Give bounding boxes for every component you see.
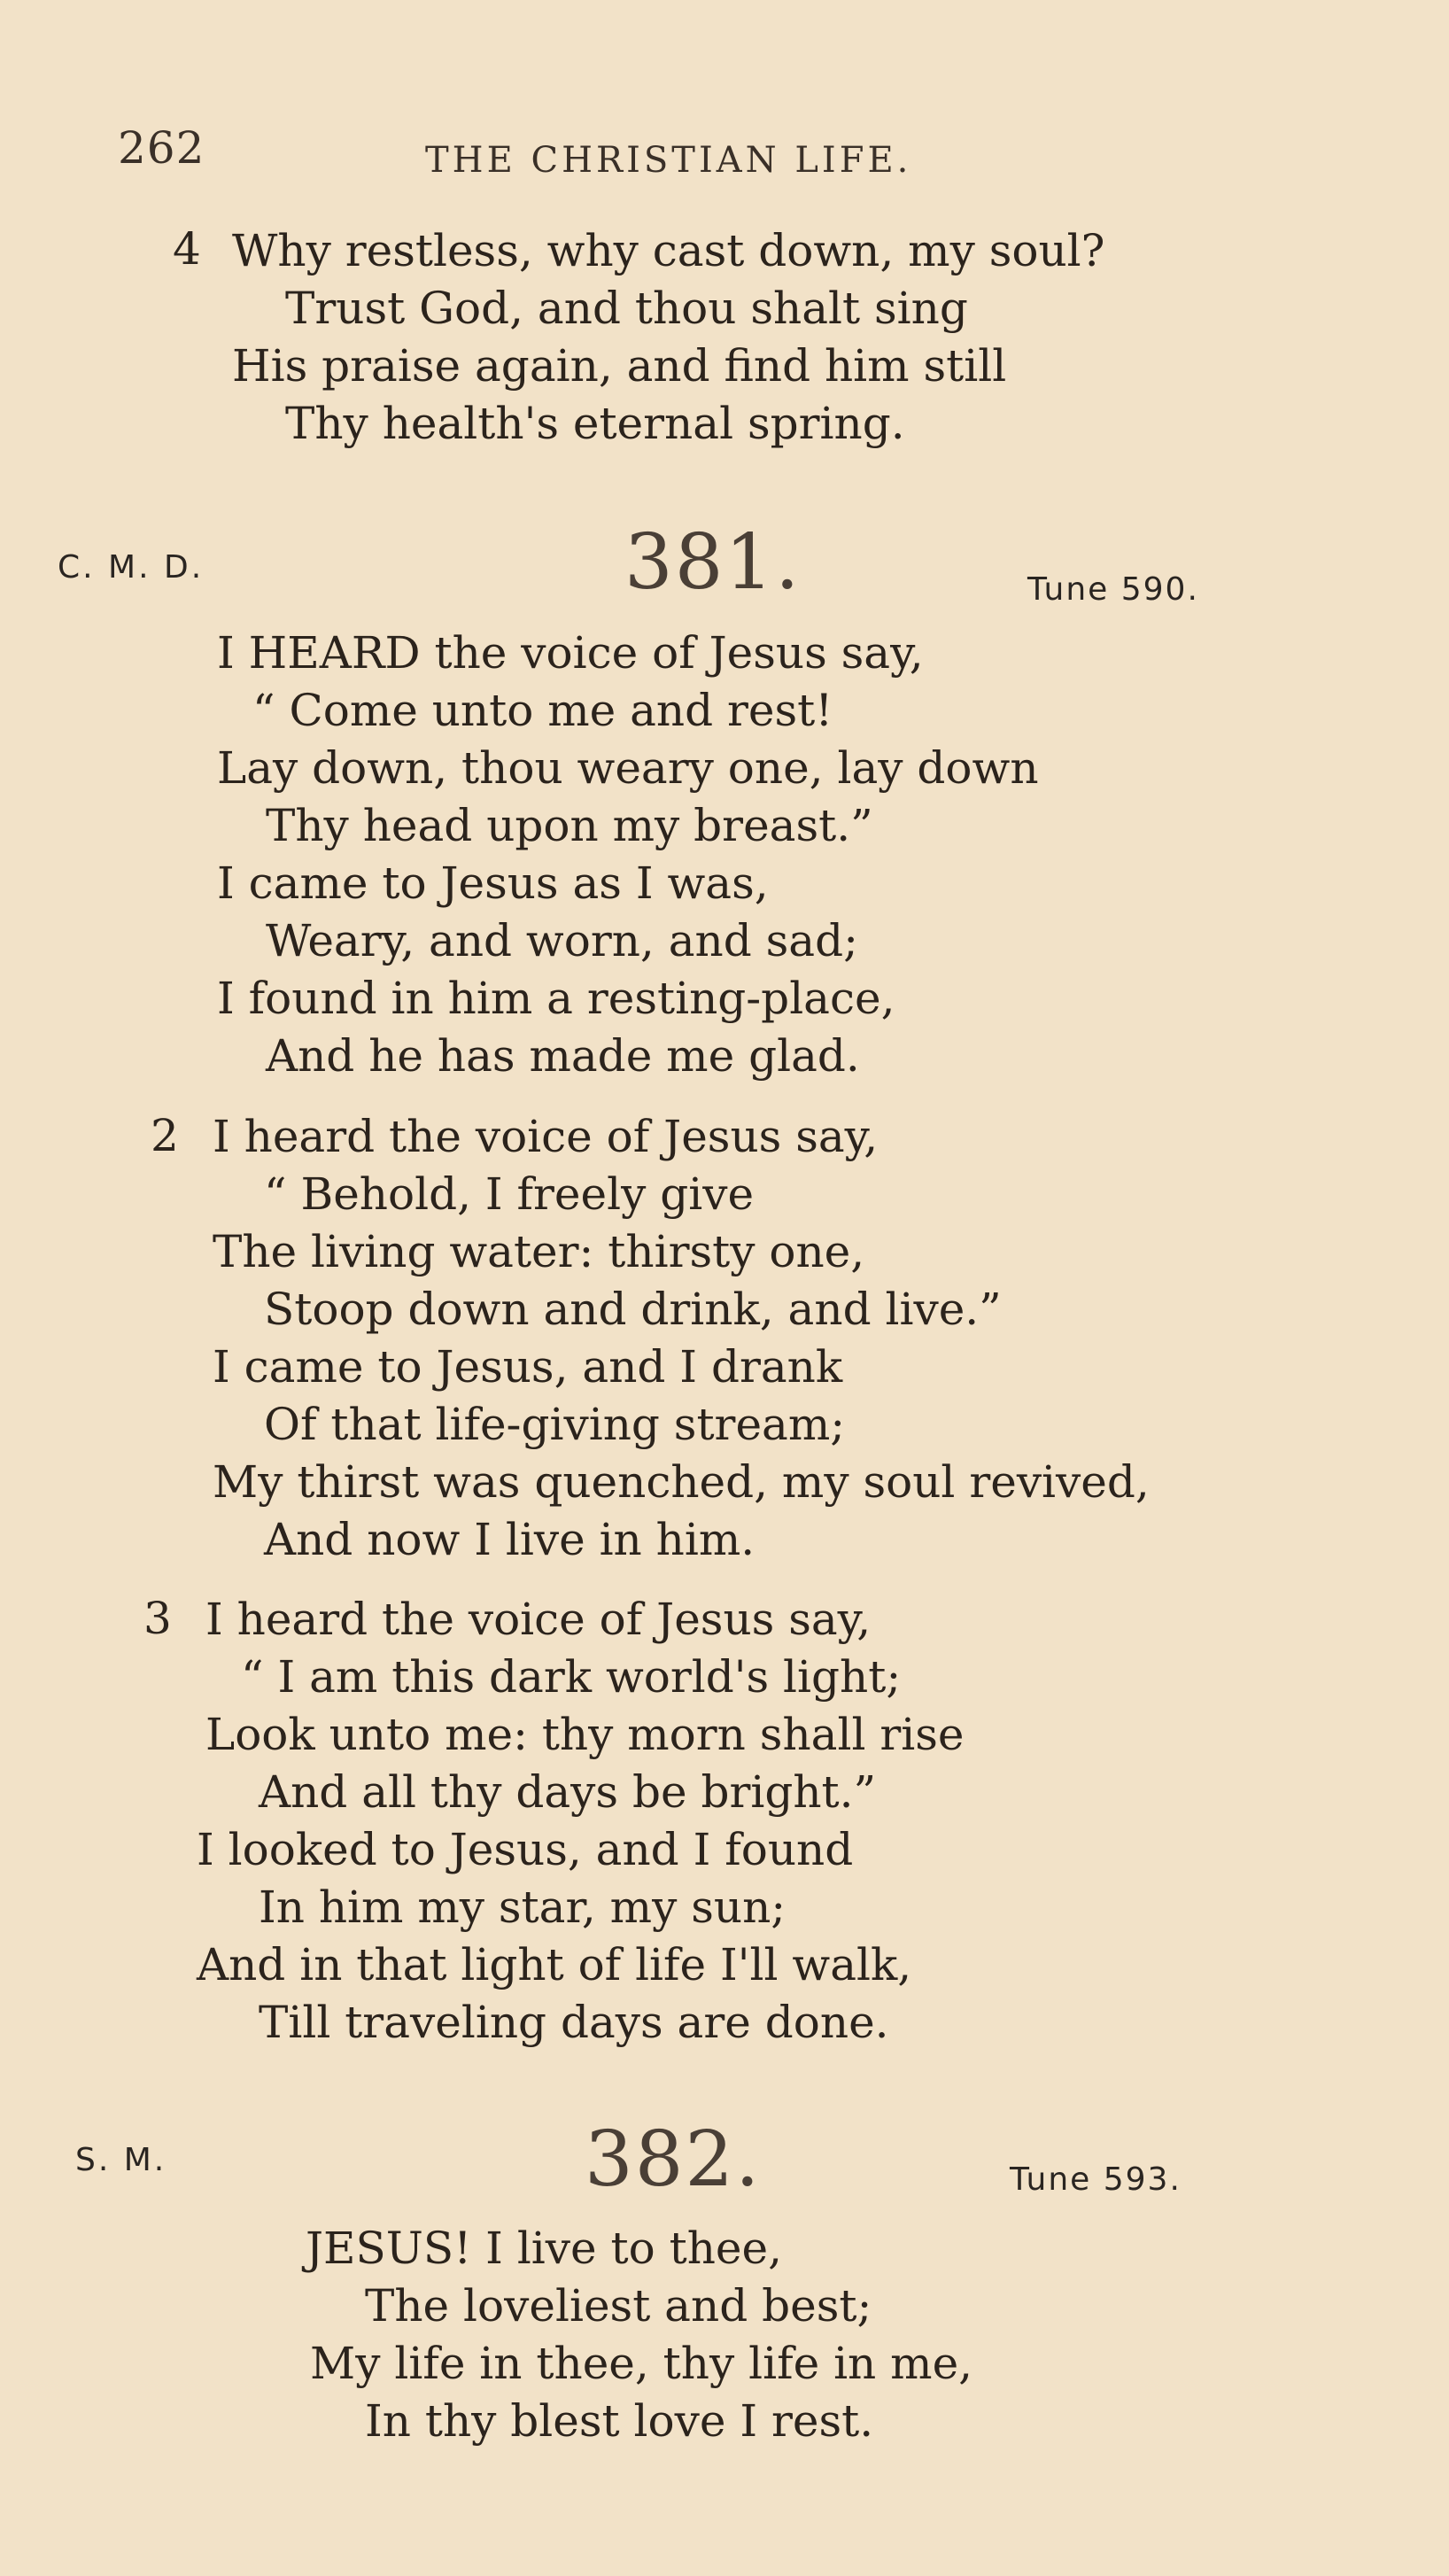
verse-line: “ I am this dark world's light; — [241, 1651, 902, 1703]
page-number: 262 — [118, 122, 205, 174]
verse-line: In thy blest love I rest. — [365, 2395, 874, 2447]
verse-line: And all thy days be bright.” — [259, 1766, 877, 1818]
tune-label: Tune 593. — [1010, 2161, 1182, 2198]
verse-line-first — [217, 627, 924, 679]
meter-label: C. M. D. — [58, 549, 205, 586]
verse-line: I heard the voice of Jesus say, — [205, 1594, 872, 1645]
verse-line: And he has made me glad. — [266, 1030, 860, 1082]
verse-line: My life in thee, thy life in me, — [310, 2338, 973, 2389]
verse-line: I looked to Jesus, and I found — [197, 1824, 854, 1875]
verse-line: I came to Jesus as I was, — [217, 857, 769, 909]
verse-line: And now I live in him. — [264, 1514, 755, 1565]
first-word: JESUS! — [306, 2223, 472, 2274]
verse-line: Thy head upon my breast.” — [266, 800, 873, 851]
hymn-number: 382. — [585, 2115, 762, 2204]
verse-line: His praise again, and find him still — [232, 340, 1007, 392]
verse-line: “ Come unto me and rest! — [252, 685, 833, 736]
running-head: THE CHRISTIAN LIFE. — [425, 140, 912, 181]
verse-line: Stoop down and drink, and live.” — [264, 1284, 1002, 1335]
verse-line: Why restless, why cast down, my soul? — [232, 225, 1105, 276]
verse-line: The loveliest and best; — [365, 2280, 872, 2332]
stanza-number: 4 — [173, 223, 201, 275]
verse-line: I found in him a resting-place, — [217, 973, 895, 1024]
first-line-rest: I live to thee, — [471, 2223, 782, 2274]
first-word: I HEARD — [217, 627, 421, 679]
hymn-number: 381. — [624, 518, 802, 607]
verse-line: Look unto me: thy morn shall rise — [205, 1709, 965, 1760]
verse-line: Of that life-giving stream; — [264, 1399, 846, 1450]
verse-line: And in that light of life I'll walk, — [197, 1939, 912, 1990]
verse-line: Trust God, and thou shalt sing — [285, 283, 968, 334]
verse-line: Thy health's eternal spring. — [285, 398, 905, 449]
first-line-rest: the voice of Jesus say, — [420, 627, 924, 679]
verse-line: “ Behold, I freely give — [264, 1168, 755, 1220]
stanza-number: 2 — [151, 1110, 179, 1161]
meter-label: S. M. — [75, 2142, 167, 2178]
tune-label: Tune 590. — [1027, 571, 1199, 608]
verse-line: Weary, and worn, and sad; — [266, 915, 858, 966]
verse-line: I came to Jesus, and I drank — [213, 1341, 843, 1393]
verse-line: My thirst was quenched, my soul revived, — [213, 1456, 1150, 1508]
verse-line: In him my star, my sun; — [259, 1882, 786, 1933]
verse-line: Till traveling days are done. — [259, 1997, 889, 2048]
verse-line: Lay down, thou weary one, lay down — [217, 742, 1039, 794]
verse-line: The living water: thirsty one, — [213, 1226, 865, 1277]
verse-line: I heard the voice of Jesus say, — [213, 1111, 879, 1162]
stanza-number: 3 — [143, 1593, 172, 1644]
verse-line-first — [306, 2223, 782, 2274]
